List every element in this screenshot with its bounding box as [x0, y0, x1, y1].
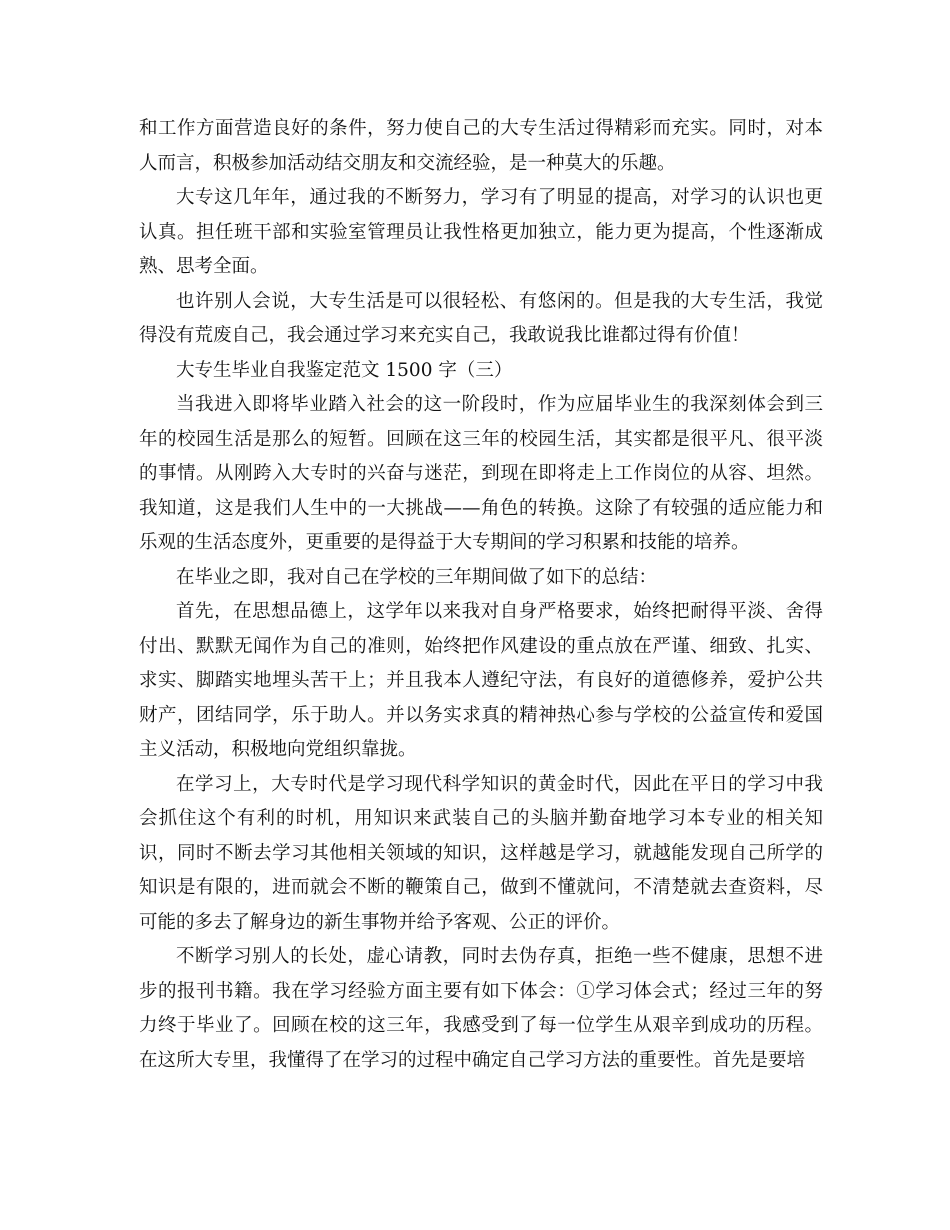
- paragraph-graduation: 当我进入即将毕业踏入社会的这一阶段时，作为应届毕业生的我深刻体会到三年的校园生活是那么的短暂。回顾在这三年的校园生活，其实都是很平凡、很平淡的事情。从刚跨入大专时的兴奋与迷茫，到现在即将走上工作岗位的从容、坦然。我知道，这是我们人生中的一大挑战——角色的转换。这除了有较强的适应能力和乐观的生活态度外，更重要的是得益于大专期间的学习积累和技能的培养。: [139, 394, 823, 553]
- document-page: [139, 112, 823, 1078]
- section-heading: 大专生毕业自我鉴定范文 1500 字（三）: [176, 359, 513, 381]
- paragraph-study: 在学习上，大专时代是学习现代科学知识的黄金时代，因此在平日的学习中我会抓住这个有利的时机，用知识来武装自己的头脑并勤奋地学习本专业的相关知识，同时不断去学习其他相关领域的知识，这样越是学习，就越能发现自己所学的知识是有限的，进而就会不断的鞭策自己，做到不懂就问，不清楚就去查资料，尽可能的多去了解身边的新生事物并给予客观、公正的评价。: [139, 773, 823, 933]
- paragraph-morality: 首先，在思想品德上，这学年以来我对自身严格要求，始终把耐得平淡、舍得付出、默默无闻作为自己的准则，始终把作风建设的重点放在严谨、细致、扎实、求实、脚踏实地埋头苦干上；并且我本人遵纪守法，有良好的道德修养，爱护公共财产，团结同学，乐于助人。并以务实求真的精神热心参与学校的公益宣传和爱国主义活动，积极地向党组织靠拢。: [139, 601, 823, 760]
- paragraph-life: 也许别人会说，大专生活是可以很轻松、有悠闲的。但是我的大专生活，我觉得没有荒废自己，我会通过学习来充实自己，我敢说我比谁都过得有价值！: [139, 290, 823, 346]
- paragraph-summary-intro: 在毕业之即，我对自己在学校的三年期间做了如下的总结：: [176, 566, 658, 588]
- paragraph-progress: 大专这几年年，通过我的不断努力，学习有了明显的提高，对学习的认识也更认真。担任班干部和实验室管理员让我性格更加独立，能力更为提高，个性逐渐成熟、思考全面。: [139, 187, 823, 277]
- paragraph-continuation: 和工作方面营造良好的条件，努力使自己的大专生活过得精彩而充实。同时，对本人而言，积极参加活动结交朋友和交流经验，是一种莫大的乐趣。: [139, 118, 823, 174]
- paragraph-learning-experience: 不断学习别人的长处，虚心请教，同时去伪存真，拒绝一些不健康，思想不进步的报刊书籍。我在学习经验方面主要有如下体会：①学习体会式；经过三年的努力终于毕业了。回顾在校的这三年，我感受到了每一位学生从艰辛到成功的历程。在这所大专里，我懂得了在学习的过程中确定自己学习方法的重要性。首先是要培: [139, 946, 823, 1071]
